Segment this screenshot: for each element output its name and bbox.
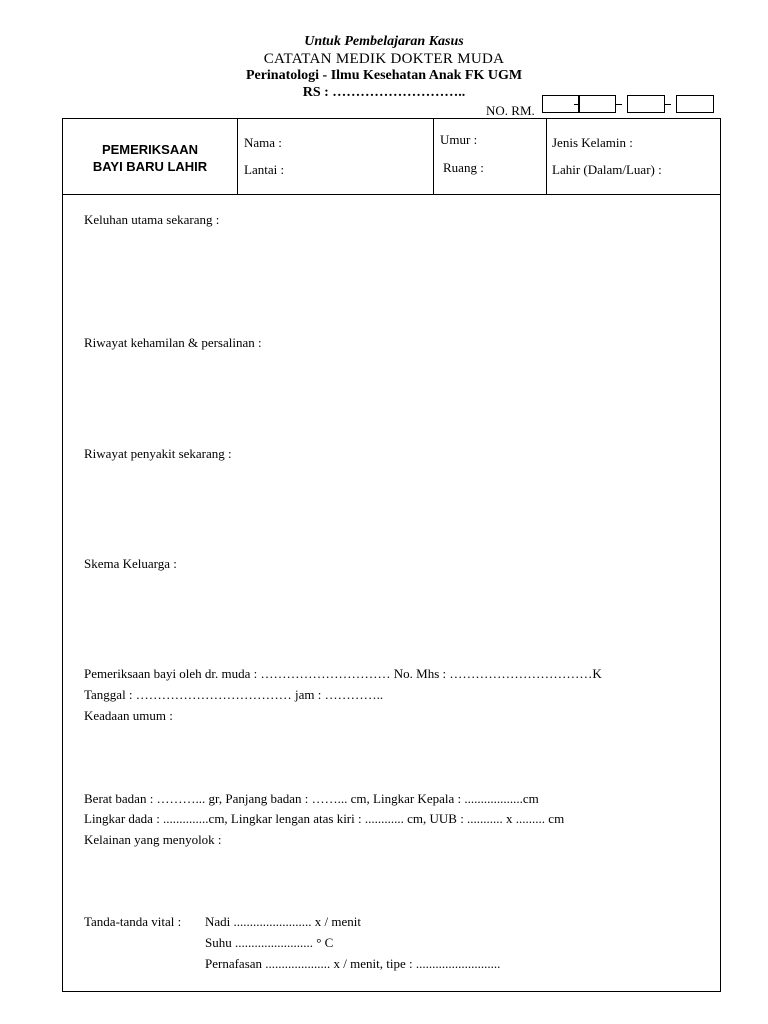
department-title: Perinatologi - Ilmu Kesehatan Anak FK UGM xyxy=(245,68,523,83)
lantai-field[interactable]: Lantai : xyxy=(244,162,285,177)
rm-dash xyxy=(616,104,622,105)
riwayat-penyakit-label: Riwayat penyakit sekarang : xyxy=(84,446,232,461)
tanggal-field[interactable]: Tanggal : ……………………………… jam : ………….. xyxy=(84,687,384,702)
nadi-field[interactable]: Nadi ........................ x / menit xyxy=(205,914,361,929)
column-divider xyxy=(237,119,238,194)
title-line-2: BAYI BARU LAHIR xyxy=(92,159,208,174)
lingkar-dada-field[interactable]: Lingkar dada : ..............cm, Lingkar lengan atas kiri : ............ cm, UUB : ........... x ......... cm xyxy=(84,811,565,826)
keluhan-utama-label: Keluhan utama sekarang : xyxy=(84,212,220,227)
riwayat-kehamilan-label: Riwayat kehamilan & persalinan : xyxy=(84,335,262,350)
rm-box-4[interactable] xyxy=(676,95,714,113)
header-divider xyxy=(63,194,720,195)
form-main-title: CATATAN MEDIK DOKTER MUDA xyxy=(263,51,505,67)
tanda-vital-label: Tanda-tanda vital : xyxy=(84,914,182,929)
jenis-kelamin-field[interactable]: Jenis Kelamin : xyxy=(552,135,633,150)
column-divider xyxy=(433,119,434,194)
pemeriksaan-oleh-field[interactable]: Pemeriksaan bayi oleh dr. muda : ………………………… No. Mhs : ……………………………K xyxy=(84,666,602,681)
skema-keluarga-label: Skema Keluarga : xyxy=(84,556,177,571)
form-frame xyxy=(62,118,721,992)
keadaan-umum-label: Keadaan umum : xyxy=(84,708,173,723)
rm-dash xyxy=(665,104,671,105)
form-subtitle: Untuk Pembelajaran Kasus xyxy=(304,34,464,49)
title-line-1: PEMERIKSAAN xyxy=(101,142,199,157)
suhu-field[interactable]: Suhu ........................ ° C xyxy=(205,935,334,950)
rs-field: RS : ……………………….. xyxy=(302,85,466,100)
rm-box-3[interactable] xyxy=(627,95,665,113)
form-section-title xyxy=(63,141,237,175)
lahir-field[interactable]: Lahir (Dalam/Luar) : xyxy=(552,162,662,177)
rm-box-2[interactable] xyxy=(578,95,616,113)
no-rm-label: NO. RM. xyxy=(486,103,535,118)
umur-field[interactable]: Umur : xyxy=(440,132,478,147)
kelainan-label: Kelainan yang menyolok : xyxy=(84,832,222,847)
nama-field[interactable]: Nama : xyxy=(244,135,282,150)
berat-badan-field[interactable]: Berat badan : ………... gr, Panjang badan : ……... cm, Lingkar Kepala : ..................cm xyxy=(84,791,539,806)
ruang-field[interactable]: Ruang : xyxy=(443,160,484,175)
column-divider xyxy=(546,119,547,194)
pernafasan-field[interactable]: Pernafasan .................... x / menit, tipe : .......................... xyxy=(205,956,501,971)
